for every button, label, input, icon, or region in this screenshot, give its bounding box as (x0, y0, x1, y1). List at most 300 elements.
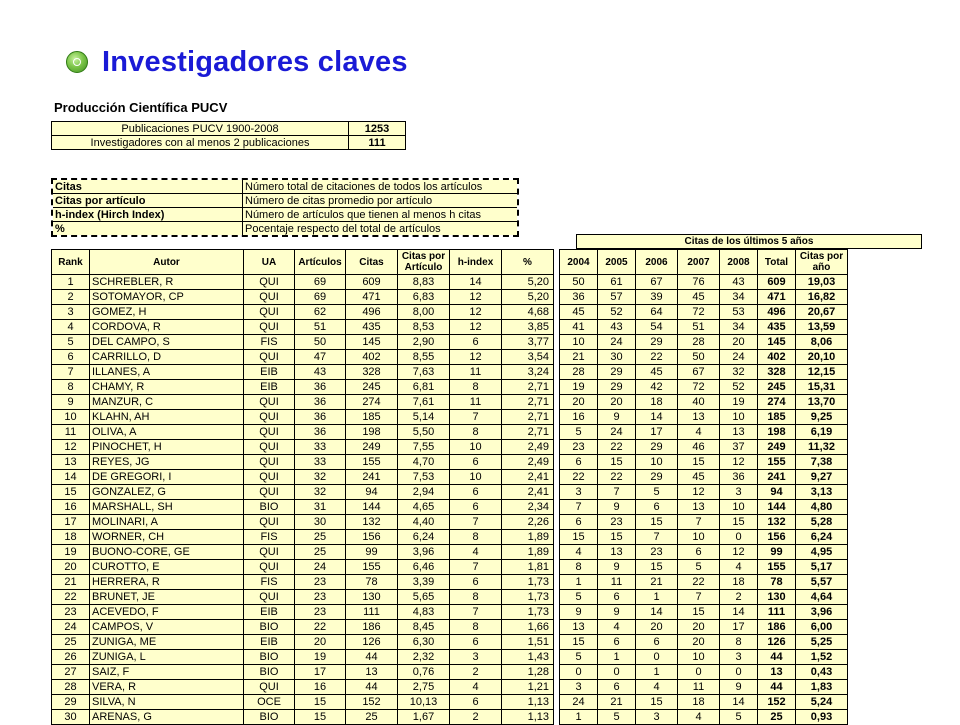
table-row (52, 695, 848, 710)
cell-citas-anio: 1,83 (796, 680, 848, 695)
cell-2004: 10 (560, 335, 598, 350)
cell-autor: CORDOVA, R (90, 320, 244, 335)
cell-ua: FIS (244, 575, 295, 590)
cell-2004: 5 (560, 425, 598, 440)
cell-ua: QUI (244, 455, 295, 470)
cell-pct: 5,20 (502, 275, 554, 290)
table-row (52, 500, 848, 515)
cell-2004: 22 (560, 470, 598, 485)
table-row (52, 545, 848, 560)
cell-2006: 23 (636, 545, 678, 560)
cell-citas-anio: 20,67 (796, 305, 848, 320)
legend-key: % (53, 222, 243, 236)
cell-citas-anio: 3,13 (796, 485, 848, 500)
cell-rank: 13 (52, 455, 90, 470)
cell-citas: 144 (346, 500, 398, 515)
cell-total: 132 (758, 515, 796, 530)
cell-rank: 6 (52, 350, 90, 365)
cell-autor: KLAHN, AH (90, 410, 244, 425)
cell-2007: 28 (678, 335, 720, 350)
cell-ua: QUI (244, 485, 295, 500)
cell-citas-anio: 9,25 (796, 410, 848, 425)
col-header-2005: 2005 (598, 250, 636, 275)
cell-citas-anio: 3,96 (796, 605, 848, 620)
cell-pct: 3,77 (502, 335, 554, 350)
cell-articulos: 15 (295, 695, 346, 710)
cell-2008: 12 (720, 455, 758, 470)
cell-citas: 402 (346, 350, 398, 365)
cell-rank: 19 (52, 545, 90, 560)
cell-2006: 67 (636, 275, 678, 290)
cell-2008: 34 (720, 320, 758, 335)
cell-total: 78 (758, 575, 796, 590)
cell-articulos: 16 (295, 680, 346, 695)
cell-2007: 15 (678, 455, 720, 470)
cell-hindex: 6 (450, 335, 502, 350)
cell-hindex: 8 (450, 530, 502, 545)
cell-rank: 18 (52, 530, 90, 545)
production-row (52, 136, 406, 150)
cell-articulos: 25 (295, 530, 346, 545)
table-row (52, 605, 848, 620)
cell-total: 130 (758, 590, 796, 605)
cell-2008: 20 (720, 335, 758, 350)
cell-2008: 10 (720, 410, 758, 425)
cell-citas-anio: 16,82 (796, 290, 848, 305)
cell-citas-anio: 6,19 (796, 425, 848, 440)
cell-citas: 111 (346, 605, 398, 620)
cell-rank: 27 (52, 665, 90, 680)
cell-rank: 9 (52, 395, 90, 410)
cell-total: 402 (758, 350, 796, 365)
cell-2007: 40 (678, 395, 720, 410)
cell-2005: 57 (598, 290, 636, 305)
cell-articulos: 43 (295, 365, 346, 380)
table-row (52, 515, 848, 530)
cell-2006: 0 (636, 650, 678, 665)
cell-ua: EIB (244, 380, 295, 395)
cell-rank: 8 (52, 380, 90, 395)
cell-citas-articulo: 6,46 (398, 560, 450, 575)
legend-key: Citas por artículo (53, 194, 243, 208)
cell-2006: 39 (636, 290, 678, 305)
cell-2007: 4 (678, 710, 720, 725)
cell-articulos: 23 (295, 575, 346, 590)
cell-hindex: 7 (450, 605, 502, 620)
cell-autor: CUROTTO, E (90, 560, 244, 575)
cell-ua: QUI (244, 395, 295, 410)
cell-pct: 3,24 (502, 365, 554, 380)
legend-row (53, 194, 517, 208)
cell-citas: 155 (346, 560, 398, 575)
cell-2008: 36 (720, 470, 758, 485)
researchers-table (51, 249, 848, 725)
cell-citas-articulo: 8,83 (398, 275, 450, 290)
cell-2005: 6 (598, 590, 636, 605)
cell-2005: 21 (598, 695, 636, 710)
cell-autor: GONZALEZ, G (90, 485, 244, 500)
cell-citas-anio: 0,93 (796, 710, 848, 725)
cell-rank: 14 (52, 470, 90, 485)
cell-citas-anio: 9,27 (796, 470, 848, 485)
cell-articulos: 36 (295, 395, 346, 410)
table-row (52, 275, 848, 290)
cell-pct: 1,28 (502, 665, 554, 680)
cell-hindex: 11 (450, 365, 502, 380)
cell-hindex: 10 (450, 470, 502, 485)
cell-2005: 30 (598, 350, 636, 365)
cell-citas-articulo: 4,40 (398, 515, 450, 530)
cell-rank: 20 (52, 560, 90, 575)
cell-hindex: 14 (450, 275, 502, 290)
cell-citas: 156 (346, 530, 398, 545)
cell-pct: 3,54 (502, 350, 554, 365)
cell-articulos: 69 (295, 290, 346, 305)
cell-autor: CAMPOS, V (90, 620, 244, 635)
cell-2008: 43 (720, 275, 758, 290)
cell-2007: 12 (678, 485, 720, 500)
cell-articulos: 23 (295, 605, 346, 620)
cell-2008: 9 (720, 680, 758, 695)
cell-citas-articulo: 10,13 (398, 695, 450, 710)
cell-total: 155 (758, 560, 796, 575)
cell-rank: 29 (52, 695, 90, 710)
cell-hindex: 12 (450, 290, 502, 305)
cell-rank: 28 (52, 680, 90, 695)
cell-articulos: 62 (295, 305, 346, 320)
table-row (52, 410, 848, 425)
cell-rank: 24 (52, 620, 90, 635)
cell-2007: 4 (678, 425, 720, 440)
cell-citas-articulo: 7,53 (398, 470, 450, 485)
cell-2005: 1 (598, 650, 636, 665)
cell-2007: 51 (678, 320, 720, 335)
cell-hindex: 8 (450, 590, 502, 605)
cell-2004: 3 (560, 485, 598, 500)
cell-2006: 4 (636, 680, 678, 695)
title-area (66, 44, 408, 80)
cell-citas-anio: 5,24 (796, 695, 848, 710)
col-header-citas-anio: Citas por año (796, 250, 848, 275)
cell-citas-articulo: 3,39 (398, 575, 450, 590)
cell-pct: 1,66 (502, 620, 554, 635)
table-row (52, 380, 848, 395)
cell-rank: 4 (52, 320, 90, 335)
table-row (52, 365, 848, 380)
cell-hindex: 6 (450, 575, 502, 590)
table-row (52, 320, 848, 335)
cell-citas-articulo: 1,67 (398, 710, 450, 725)
cell-ua: FIS (244, 335, 295, 350)
cell-pct: 4,68 (502, 305, 554, 320)
cell-2008: 8 (720, 635, 758, 650)
cell-total: 99 (758, 545, 796, 560)
legend-key: h-index (Hirch Index) (53, 208, 243, 222)
cell-citas: 609 (346, 275, 398, 290)
cell-2005: 20 (598, 395, 636, 410)
cell-hindex: 7 (450, 410, 502, 425)
cell-2005: 22 (598, 440, 636, 455)
cell-2006: 15 (636, 560, 678, 575)
cell-citas-anio: 7,38 (796, 455, 848, 470)
col-header-2008: 2008 (720, 250, 758, 275)
cell-citas: 435 (346, 320, 398, 335)
cell-2005: 29 (598, 365, 636, 380)
col-header-total: Total (758, 250, 796, 275)
production-label: Publicaciones PUCV 1900-2008 (52, 122, 349, 136)
cell-2004: 20 (560, 395, 598, 410)
cell-rank: 2 (52, 290, 90, 305)
cell-citas: 155 (346, 455, 398, 470)
table-row (52, 350, 848, 365)
cell-autor: ZUNIGA, L (90, 650, 244, 665)
cell-2007: 18 (678, 695, 720, 710)
legend-table (53, 180, 517, 235)
cell-2004: 50 (560, 275, 598, 290)
production-table (51, 121, 406, 150)
cell-2007: 13 (678, 410, 720, 425)
cell-pct: 1,51 (502, 635, 554, 650)
legend-row (53, 222, 517, 236)
cell-citas-articulo: 4,83 (398, 605, 450, 620)
cell-articulos: 17 (295, 665, 346, 680)
cell-rank: 1 (52, 275, 90, 290)
cell-articulos: 32 (295, 470, 346, 485)
cell-autor: CHAMY, R (90, 380, 244, 395)
cell-2007: 5 (678, 560, 720, 575)
cell-rank: 22 (52, 590, 90, 605)
legend-desc: Pocentaje respecto del total de artículos (243, 222, 518, 236)
cell-autor: BRUNET, JE (90, 590, 244, 605)
cell-articulos: 33 (295, 440, 346, 455)
cell-2007: 50 (678, 350, 720, 365)
cell-2007: 20 (678, 620, 720, 635)
cell-2008: 53 (720, 305, 758, 320)
cell-2004: 15 (560, 530, 598, 545)
cell-total: 274 (758, 395, 796, 410)
col-header-2007: 2007 (678, 250, 720, 275)
cell-pct: 2,41 (502, 485, 554, 500)
cell-ua: BIO (244, 500, 295, 515)
cell-2005: 0 (598, 665, 636, 680)
cell-citas-articulo: 5,14 (398, 410, 450, 425)
cell-autor: MARSHALL, SH (90, 500, 244, 515)
cell-rank: 26 (52, 650, 90, 665)
cell-ua: QUI (244, 590, 295, 605)
cell-2008: 37 (720, 440, 758, 455)
table-row (52, 590, 848, 605)
cell-total: 25 (758, 710, 796, 725)
cell-articulos: 25 (295, 545, 346, 560)
table-row (52, 455, 848, 470)
cell-articulos: 24 (295, 560, 346, 575)
cell-2006: 6 (636, 635, 678, 650)
cell-citas: 25 (346, 710, 398, 725)
cell-2004: 9 (560, 605, 598, 620)
cell-citas-articulo: 6,24 (398, 530, 450, 545)
cell-total: 245 (758, 380, 796, 395)
cell-total: 126 (758, 635, 796, 650)
table-row (52, 290, 848, 305)
cell-2006: 14 (636, 410, 678, 425)
cell-2005: 15 (598, 455, 636, 470)
cell-hindex: 7 (450, 560, 502, 575)
cell-2008: 24 (720, 350, 758, 365)
table-row (52, 485, 848, 500)
cell-2007: 46 (678, 440, 720, 455)
cell-articulos: 22 (295, 620, 346, 635)
cell-articulos: 69 (295, 275, 346, 290)
cell-autor: ARENAS, G (90, 710, 244, 725)
cell-2004: 4 (560, 545, 598, 560)
cell-2004: 28 (560, 365, 598, 380)
cell-autor: MOLINARI, A (90, 515, 244, 530)
cell-citas-anio: 4,80 (796, 500, 848, 515)
cell-total: 328 (758, 365, 796, 380)
cell-citas-anio: 0,43 (796, 665, 848, 680)
cell-autor: ACEVEDO, F (90, 605, 244, 620)
cell-2008: 0 (720, 665, 758, 680)
cell-hindex: 6 (450, 635, 502, 650)
cell-hindex: 12 (450, 350, 502, 365)
cell-ua: QUI (244, 305, 295, 320)
cell-2005: 11 (598, 575, 636, 590)
cell-total: 44 (758, 680, 796, 695)
cell-citas-anio: 8,06 (796, 335, 848, 350)
cell-citas-articulo: 4,70 (398, 455, 450, 470)
table-row (52, 620, 848, 635)
cell-pct: 2,71 (502, 380, 554, 395)
cell-rank: 16 (52, 500, 90, 515)
cell-citas-anio: 5,17 (796, 560, 848, 575)
cell-citas: 78 (346, 575, 398, 590)
cell-2006: 15 (636, 695, 678, 710)
cell-2006: 17 (636, 425, 678, 440)
cell-2008: 18 (720, 575, 758, 590)
cell-autor: SCHREBLER, R (90, 275, 244, 290)
cell-2005: 6 (598, 680, 636, 695)
cell-citas-anio: 4,64 (796, 590, 848, 605)
cell-hindex: 8 (450, 620, 502, 635)
cell-ua: BIO (244, 620, 295, 635)
cell-autor: REYES, JG (90, 455, 244, 470)
cell-autor: SOTOMAYOR, CP (90, 290, 244, 305)
cell-2008: 13 (720, 425, 758, 440)
cell-2007: 6 (678, 545, 720, 560)
cell-citas-articulo: 8,55 (398, 350, 450, 365)
legend-row (53, 208, 517, 222)
cell-2006: 15 (636, 515, 678, 530)
cell-citas: 496 (346, 305, 398, 320)
cell-citas: 145 (346, 335, 398, 350)
table-row (52, 425, 848, 440)
cell-2004: 7 (560, 500, 598, 515)
cell-ua: QUI (244, 560, 295, 575)
legend-row (53, 180, 517, 194)
cell-articulos: 31 (295, 500, 346, 515)
cell-ua: QUI (244, 545, 295, 560)
cell-articulos: 50 (295, 335, 346, 350)
cell-articulos: 19 (295, 650, 346, 665)
cell-articulos: 36 (295, 425, 346, 440)
production-value: 1253 (349, 122, 406, 136)
cell-2006: 7 (636, 530, 678, 545)
cell-citas: 13 (346, 665, 398, 680)
cell-2006: 22 (636, 350, 678, 365)
table-row (52, 635, 848, 650)
cell-citas-anio: 20,10 (796, 350, 848, 365)
cell-autor: ILLANES, A (90, 365, 244, 380)
cell-articulos: 32 (295, 485, 346, 500)
cell-ua: QUI (244, 410, 295, 425)
cell-hindex: 2 (450, 665, 502, 680)
cell-citas-articulo: 5,65 (398, 590, 450, 605)
cell-total: 94 (758, 485, 796, 500)
cell-citas-anio: 1,52 (796, 650, 848, 665)
cell-citas-articulo: 7,61 (398, 395, 450, 410)
cell-hindex: 6 (450, 485, 502, 500)
cell-citas-articulo: 5,50 (398, 425, 450, 440)
cell-citas: 274 (346, 395, 398, 410)
cell-total: 609 (758, 275, 796, 290)
cell-citas-articulo: 2,75 (398, 680, 450, 695)
cell-2008: 34 (720, 290, 758, 305)
cell-2004: 24 (560, 695, 598, 710)
cell-2007: 11 (678, 680, 720, 695)
cell-2006: 29 (636, 335, 678, 350)
cell-hindex: 4 (450, 545, 502, 560)
cell-2005: 24 (598, 425, 636, 440)
cell-pct: 2,71 (502, 425, 554, 440)
cell-articulos: 36 (295, 410, 346, 425)
cell-2006: 29 (636, 440, 678, 455)
cell-total: 496 (758, 305, 796, 320)
col-header-2006: 2006 (636, 250, 678, 275)
cell-citas: 471 (346, 290, 398, 305)
cell-citas-articulo: 2,32 (398, 650, 450, 665)
cell-2006: 42 (636, 380, 678, 395)
cell-ua: QUI (244, 290, 295, 305)
cell-ua: OCE (244, 695, 295, 710)
cell-2007: 15 (678, 605, 720, 620)
col-header-articulos: Artículos (295, 250, 346, 275)
cell-rank: 15 (52, 485, 90, 500)
cell-2004: 6 (560, 515, 598, 530)
table-row (52, 395, 848, 410)
cell-2006: 21 (636, 575, 678, 590)
cell-ua: EIB (244, 365, 295, 380)
cell-2008: 3 (720, 485, 758, 500)
production-heading: Producción Científica PUCV (54, 100, 228, 115)
cell-2006: 6 (636, 500, 678, 515)
cell-2004: 13 (560, 620, 598, 635)
cell-citas-articulo: 8,00 (398, 305, 450, 320)
cell-2007: 7 (678, 590, 720, 605)
cell-ua: EIB (244, 635, 295, 650)
cell-hindex: 8 (450, 425, 502, 440)
cell-citas-articulo: 8,45 (398, 620, 450, 635)
cell-rank: 23 (52, 605, 90, 620)
cell-2005: 43 (598, 320, 636, 335)
cell-2004: 16 (560, 410, 598, 425)
cell-hindex: 12 (450, 320, 502, 335)
cell-2008: 10 (720, 500, 758, 515)
cell-2008: 4 (720, 560, 758, 575)
cell-citas: 328 (346, 365, 398, 380)
cell-2008: 0 (720, 530, 758, 545)
cell-2004: 5 (560, 590, 598, 605)
cell-rank: 30 (52, 710, 90, 725)
